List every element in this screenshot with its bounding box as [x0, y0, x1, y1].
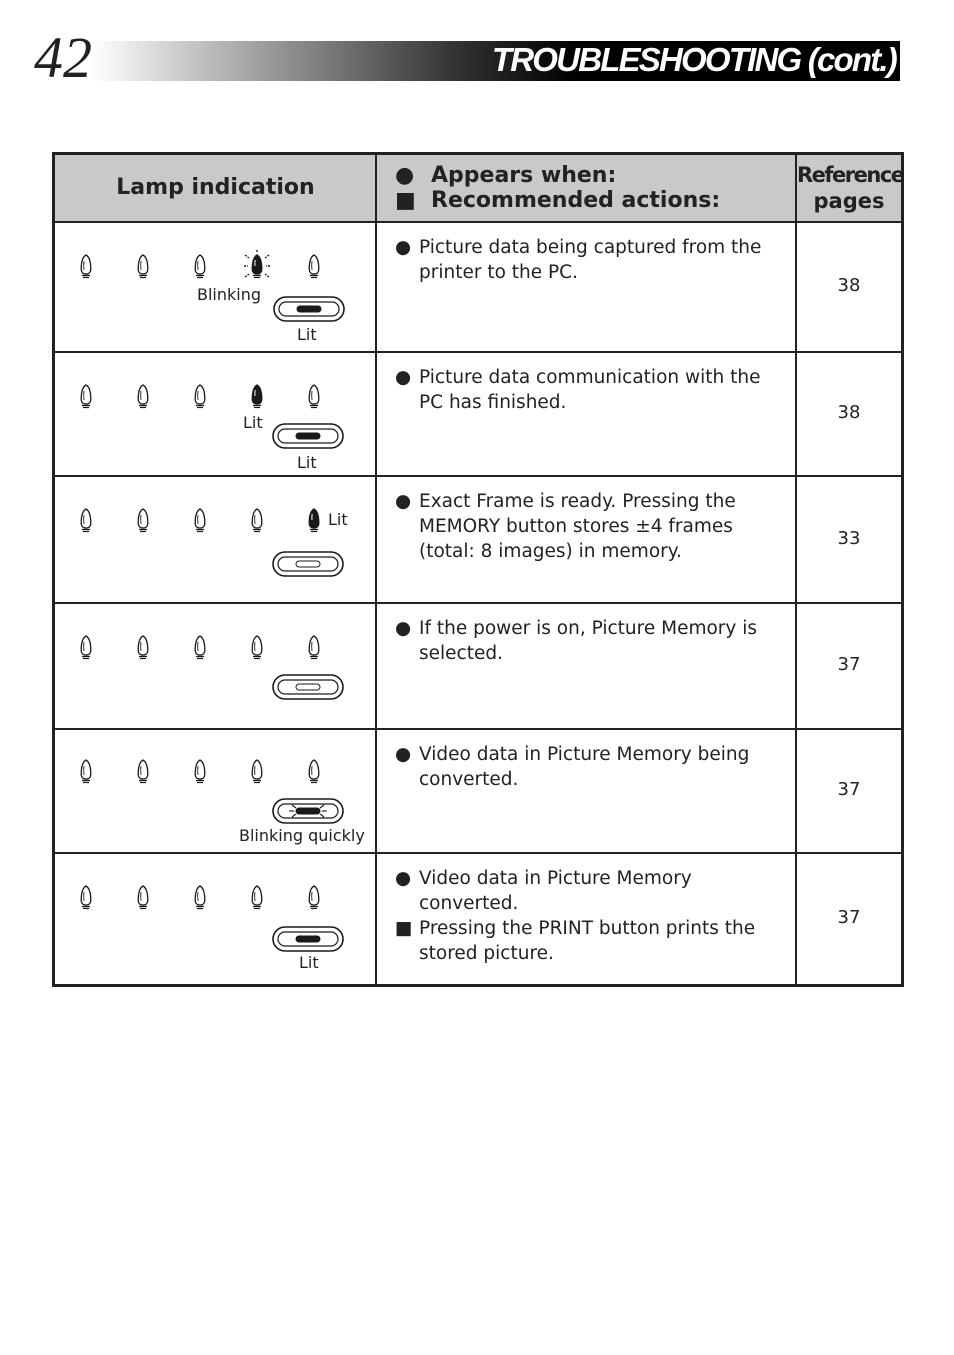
lamp-indicator-icon — [136, 507, 150, 533]
lamp-indicator-icon — [193, 383, 207, 409]
condition-description — [395, 365, 785, 415]
lamp-indicator-icon — [250, 507, 264, 533]
table-header — [55, 155, 904, 223]
reference-page-number: 38 — [837, 402, 861, 423]
table-row — [55, 604, 901, 728]
reference-page-number: 37 — [837, 654, 861, 675]
lamp-indicator-icon — [136, 634, 150, 660]
lamp-indicator-icon — [79, 634, 93, 660]
reference-page-number: 37 — [837, 907, 861, 928]
bullet-square-icon: ■ — [395, 918, 413, 939]
page-title: TROUBLESHOOTING (cont.) — [491, 41, 896, 78]
lamp-indicator-icon — [79, 758, 93, 784]
table-row — [55, 223, 901, 351]
header-lamp-indication: Lamp indication — [116, 175, 315, 200]
lamp-indicator-icon — [250, 383, 264, 409]
blink-rays-icon — [242, 249, 272, 283]
description-item — [395, 866, 785, 916]
header-recommended-actions — [395, 188, 720, 213]
description-text: Picture data being captured from the printer to the PC. — [419, 237, 762, 283]
lamp-indicator-icon — [307, 383, 321, 409]
bullet-circle-icon: ● — [395, 163, 415, 188]
lamp-indicator-icon — [307, 884, 321, 910]
table-row — [55, 730, 901, 852]
power-switch-icon — [272, 551, 344, 577]
lamp-indicator-icon — [307, 758, 321, 784]
description-item — [395, 489, 785, 564]
page-number: 42 — [34, 25, 92, 90]
lamp-indicator-icon — [193, 758, 207, 784]
power-switch-icon — [272, 674, 344, 700]
reference-page-number: 37 — [837, 779, 861, 800]
power-switch-icon — [272, 423, 344, 449]
condition-description — [395, 742, 785, 792]
description-text: Exact Frame is ready. Pressing the MEMORY button stores ±4 frames (total: 8 images) in memory. — [419, 491, 736, 562]
condition-description — [395, 489, 785, 564]
description-text: Pressing the PRINT button prints the stored picture. — [419, 918, 756, 964]
bullet-square-icon: ■ — [395, 188, 416, 213]
description-item — [395, 916, 785, 966]
lamp-state-label: Blinking quickly — [239, 826, 365, 845]
lamp-indicator-icon — [307, 253, 321, 279]
lamp-state-label: Lit — [243, 413, 263, 432]
condition-description — [395, 235, 785, 285]
lamp-state-label: Lit — [328, 510, 348, 529]
lamp-indicator-icon — [193, 634, 207, 660]
header-appears-label: Appears when: — [431, 163, 617, 188]
description-item — [395, 742, 785, 792]
reference-page-number: 33 — [837, 528, 861, 549]
lamp-indicator-icon — [307, 507, 321, 533]
header-appears-when — [395, 163, 616, 188]
bullet-circle-icon: ● — [395, 237, 412, 258]
lamp-indicator-icon — [250, 634, 264, 660]
reference-page-number: 38 — [837, 275, 861, 296]
bullet-circle-icon: ● — [395, 744, 412, 765]
table-row — [55, 854, 901, 984]
description-item — [395, 365, 785, 415]
lamp-indicator-icon — [79, 253, 93, 279]
description-item — [395, 235, 785, 285]
header-pages: pages — [813, 189, 885, 213]
power-switch-icon — [272, 926, 344, 952]
lamp-indicator-icon — [250, 758, 264, 784]
description-text: Picture data communication with the PC has finished. — [419, 367, 761, 413]
bullet-circle-icon: ● — [395, 491, 412, 512]
description-text: If the power is on, Picture Memory is selected. — [419, 618, 758, 664]
lamp-indicator-icon — [193, 884, 207, 910]
table-row — [55, 353, 901, 475]
bullet-circle-icon: ● — [395, 868, 412, 889]
troubleshooting-table — [52, 152, 904, 987]
lamp-indicator-icon — [136, 383, 150, 409]
lamp-indicator-icon — [307, 634, 321, 660]
lamp-state-label: Lit — [299, 953, 319, 972]
lamp-state-label: Blinking — [197, 285, 262, 304]
lamp-indicator-icon — [193, 507, 207, 533]
lamp-indicator-icon — [136, 253, 150, 279]
lamp-state-label: Lit — [297, 325, 317, 344]
description-text: Video data in Picture Memory converted. — [419, 868, 692, 914]
bullet-circle-icon: ● — [395, 618, 412, 639]
lamp-indicator-icon — [79, 383, 93, 409]
lamp-indicator-icon — [79, 507, 93, 533]
power-switch-icon — [273, 296, 345, 322]
lamp-indicator-icon — [250, 884, 264, 910]
condition-description — [395, 866, 785, 966]
lamp-indicator-icon — [193, 253, 207, 279]
power-switch-icon — [272, 798, 344, 824]
lamp-indicator-icon — [79, 884, 93, 910]
header-reference: Reference — [797, 163, 904, 187]
condition-description — [395, 616, 785, 666]
lamp-indicator-icon — [136, 884, 150, 910]
lamp-indicator-icon — [136, 758, 150, 784]
description-item — [395, 616, 785, 666]
description-text: Video data in Picture Memory being converted. — [419, 744, 750, 790]
lamp-state-label: Lit — [297, 453, 317, 472]
bullet-circle-icon: ● — [395, 367, 412, 388]
header-actions-label: Recommended actions: — [431, 188, 721, 213]
table-row — [55, 477, 901, 602]
